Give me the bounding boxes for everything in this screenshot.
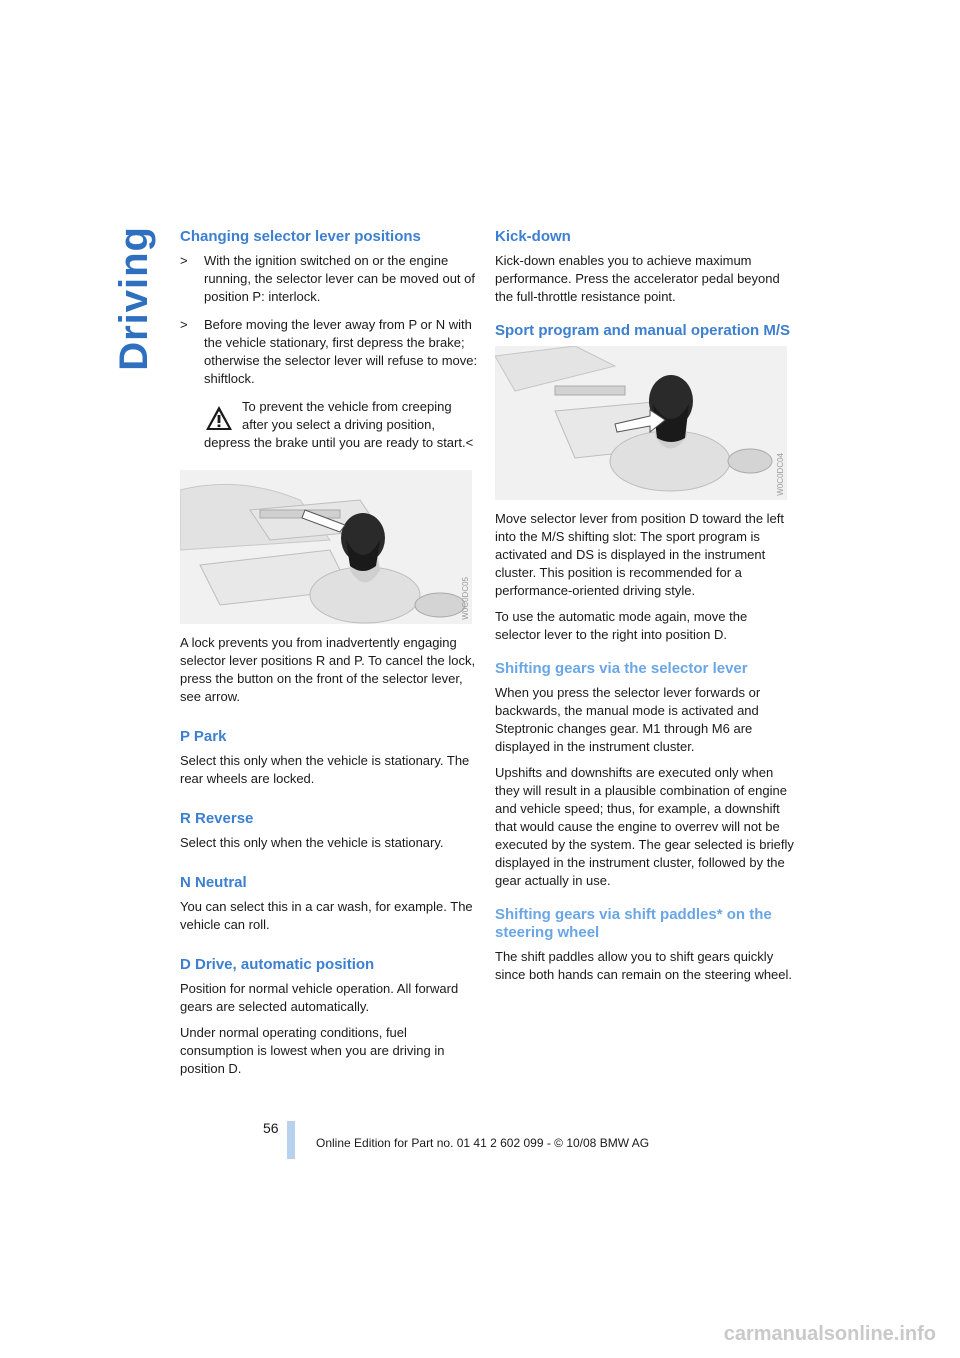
page-number: 56	[263, 1120, 279, 1136]
heading-kickdown: Kick-down	[495, 228, 571, 245]
bullet-text: Before moving the lever away from P or N with the vehicle stationary, first depress the brake; otherwise the selector lever will refuse to move: shiftlock.	[204, 317, 478, 386]
left-column	[180, 228, 480, 1086]
right-column	[495, 228, 795, 992]
selector-lever-figure	[180, 470, 472, 624]
footer-edition: Online Edition for Part no. 01 41 2 602 099 - © 10/08 BMW AG	[316, 1136, 650, 1150]
paddles-paragraph: The shift paddles allow you to shift gears quickly since both hands can remain on the steering wheel.	[495, 949, 793, 982]
drive-paragraph-2: Under normal operating conditions, fuel consumption is lowest when you are driving in position D.	[180, 1025, 445, 1076]
sport-paragraph-1: Move selector lever from position D toward the left into the M/S shifting slot: The sport program is activated and DS is displayed in the instrument cluster. This position is recommended for a performance-oriented driving style.	[495, 511, 785, 598]
selector-lever-illustration	[180, 470, 472, 624]
heading-drive: D Drive, automatic position	[180, 956, 375, 973]
kickdown-paragraph: Kick-down enables you to achieve maximum performance. Press the accelerator pedal beyond the full-throttle resistance point.	[495, 253, 780, 304]
bullet-item	[180, 252, 480, 306]
selector-paragraph-1: When you press the selector lever forwards or backwards, the manual mode is activated and Steptronic changes gear. M1 through M6 are displayed in the instrument cluster.	[495, 685, 761, 754]
sport-paragraph-2: To use the automatic mode again, move the selector lever to the right into position D.	[495, 609, 748, 642]
warning-note	[204, 398, 480, 452]
warning-text: To prevent the vehicle from creeping after you select a driving position, depress the brake until you are ready to start.<	[204, 399, 474, 450]
heading-park: P Park	[180, 728, 227, 745]
park-paragraph: Select this only when the vehicle is stationary. The rear wheels are locked.	[180, 753, 470, 786]
lock-paragraph: A lock prevents you from inadvertently engaging selector lever positions R and P. To cancel the lock, press the button on the front of the selector lever, see arrow.	[180, 635, 476, 704]
reverse-paragraph: Select this only when the vehicle is stationary.	[180, 835, 444, 850]
bullet-text: With the ignition switched on or the engine running, the selector lever can be moved out of position P: interlock.	[204, 253, 475, 304]
warning-triangle-icon	[204, 404, 234, 432]
heading-selector-lever: Shifting gears via the selector lever	[495, 660, 748, 677]
heading-changing-positions: Changing selector lever positions	[180, 228, 421, 245]
footer-accent-bar	[287, 1121, 295, 1159]
heading-neutral: N Neutral	[180, 874, 247, 891]
figure-code: W0C0DC04	[776, 453, 785, 496]
heading-sport-program: Sport program and manual operation M/S	[495, 322, 791, 339]
ms-slot-figure	[495, 346, 787, 500]
neutral-paragraph: You can select this in a car wash, for example. The vehicle can roll.	[180, 899, 473, 932]
site-watermark: carmanualsonline.info	[723, 1323, 936, 1345]
selector-paragraph-2: Upshifts and downshifts are executed only when they will result in a plausible combination of engine and vehicle speed; thus, for example, a downshift that would cause the engine to overrev will not be executed by the system. The gear selected is briefly displayed in the instrument cluster, followed by the gear actually in use.	[495, 765, 794, 888]
heading-shift-paddles: Shifting gears via shift paddles* on the steering wheel	[495, 906, 772, 941]
figure-code: W0C0DC05	[461, 577, 470, 620]
bullet-marker: >	[180, 253, 188, 268]
section-tab: Driving	[112, 226, 156, 371]
heading-reverse: R Reverse	[180, 810, 254, 827]
drive-paragraph-1: Position for normal vehicle operation. All forward gears are selected automatically.	[180, 981, 459, 1014]
ms-slot-illustration	[495, 346, 787, 500]
bullet-item	[180, 316, 480, 388]
bullet-marker: >	[180, 317, 188, 332]
